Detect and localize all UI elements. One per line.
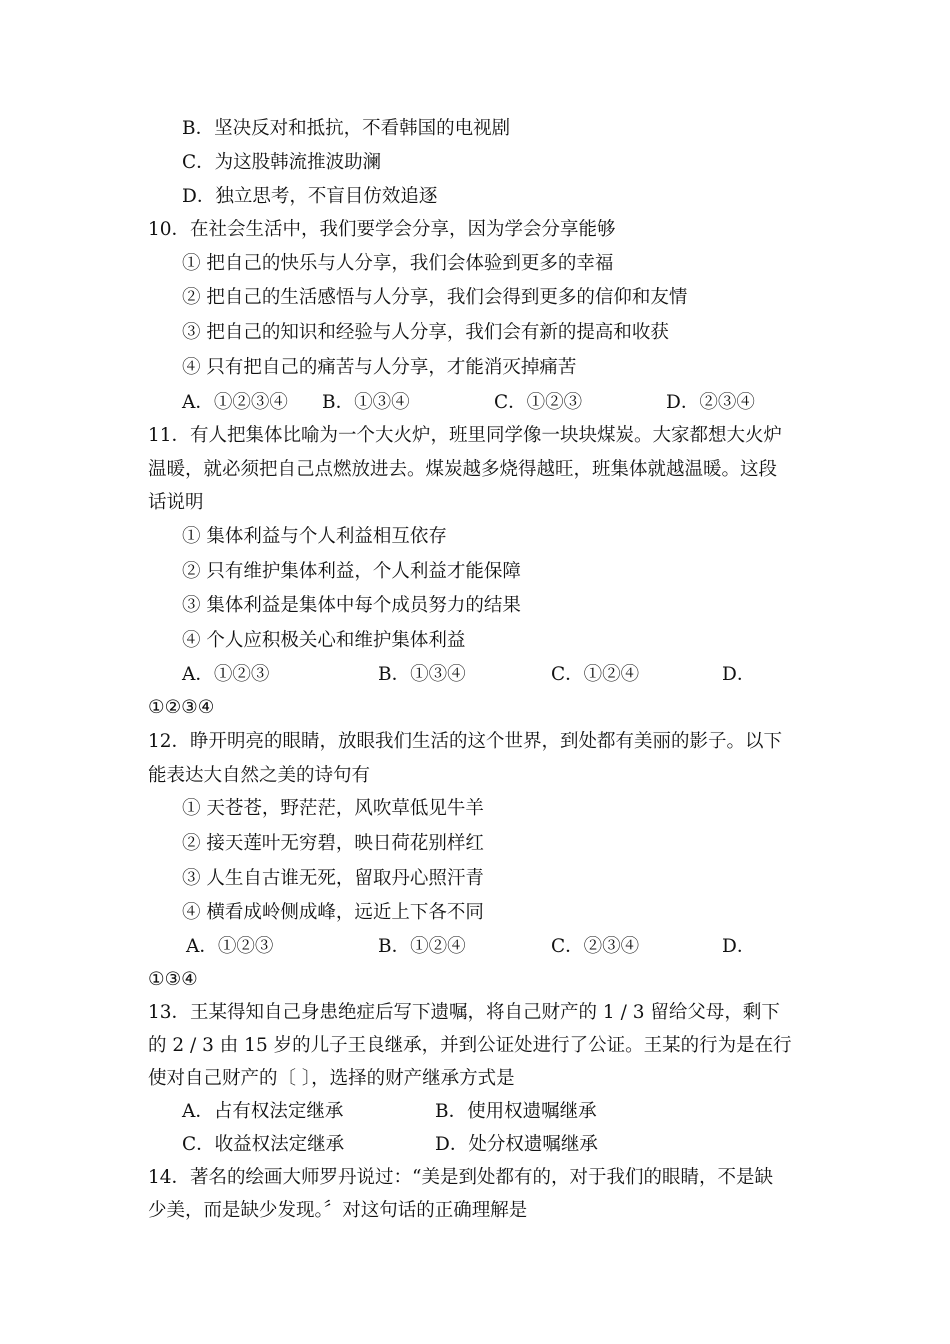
q14-stem-line-2: 少美，而是缺少发现。〞对这句话的正确理解是 <box>148 1200 528 1221</box>
q13-stem-line-1: 13．王某得知自己身患绝症后写下遗嘱，将自己财产的 1 / 3 留给父母，剩下 <box>148 1002 780 1023</box>
q12-item-4: ④ 横看成岭侧成峰，远近上下各不同 <box>182 902 484 923</box>
q9-option-c: C．为这股韩流推波助澜 <box>182 152 382 173</box>
q11-option-b: B．①③④ <box>378 664 466 685</box>
q12-item-2: ② 接天莲叶无穷碧，映日荷花别样红 <box>182 833 484 854</box>
q10-item-3: ③ 把自己的知识和经验与人分享，我们会有新的提高和收获 <box>182 322 669 343</box>
q10-option-c: C．①②③ <box>494 392 583 413</box>
q9-option-b: B．坚决反对和抵抗，不看韩国的电视剧 <box>182 118 511 139</box>
q13-option-b: B．使用权遗嘱继承 <box>435 1101 597 1122</box>
q11-item-1: ① 集体利益与个人利益相互依存 <box>182 526 447 547</box>
q12-item-1: ① 天苍苍，野茫茫，风吹草低见牛羊 <box>182 798 484 819</box>
q12-option-c: C．②③④ <box>551 936 640 957</box>
q10-item-2: ② 把自己的生活感悟与人分享，我们会得到更多的信仰和友情 <box>182 287 688 308</box>
q12-stem-line-1: 12．睁开明亮的眼睛，放眼我们生活的这个世界，到处都有美丽的影子。以下 <box>148 731 783 752</box>
q13-option-c: C．收益权法定继承 <box>182 1134 345 1155</box>
q12-option-a: A．①②③ <box>186 936 274 957</box>
q14-stem-line-1: 14．著名的绘画大师罗丹说过：“美是到处都有的，对于我们的眼睛，不是缺 <box>148 1167 774 1188</box>
q10-option-a: A．①②③④ <box>182 392 288 413</box>
q10-option-d: D．②③④ <box>666 392 755 413</box>
q10-stem: 10．在社会生活中，我们要学会分享，因为学会分享能够 <box>148 219 616 240</box>
q10-item-4: ④ 只有把自己的痛苦与人分享，才能消灭掉痛苦 <box>182 357 577 378</box>
q13-option-a: A．占有权法定继承 <box>182 1101 344 1122</box>
q12-option-b: B．①②④ <box>378 936 466 957</box>
q9-option-d: D．独立思考，不盲目仿效追逐 <box>182 186 438 207</box>
q12-item-3: ③ 人生自古谁无死，留取丹心照汗青 <box>182 868 484 889</box>
q11-item-3: ③ 集体利益是集体中每个成员努力的结果 <box>182 595 521 616</box>
q11-stem-line-1: 11．有人把集体比喻为一个大火炉，班里同学像一块块煤炭。大家都想大火炉 <box>148 425 783 446</box>
q11-option-c: C．①②④ <box>551 664 640 685</box>
q11-stem-line-3: 话说明 <box>148 492 204 513</box>
q11-option-d-wrap: ①②③④ <box>148 697 215 718</box>
q12-option-d: D． <box>722 936 756 957</box>
q11-option-a: A．①②③ <box>182 664 270 685</box>
q11-stem-line-2: 温暖，就必须把自己点燃放进去。煤炭越多烧得越旺，班集体就越温暖。这段 <box>148 459 778 480</box>
q12-option-d-wrap: ①③④ <box>148 969 198 990</box>
q13-stem-line-2: 的 2 / 3 由 15 岁的儿子王良继承，并到公证处进行了公证。王某的行为是在行 <box>148 1035 792 1056</box>
q11-item-2: ② 只有维护集体利益，个人利益才能保障 <box>182 561 521 582</box>
q12-stem-line-2: 能表达大自然之美的诗句有 <box>148 765 371 786</box>
q13-stem-line-3: 使对自己财产的〔 〕，选择的财产继承方式是 <box>148 1068 515 1089</box>
q11-item-4: ④ 个人应积极关心和维护集体利益 <box>182 630 466 651</box>
q10-item-1: ① 把自己的快乐与人分享，我们会体验到更多的幸福 <box>182 253 614 274</box>
q13-option-d: D．处分权遗嘱继承 <box>435 1134 598 1155</box>
q10-option-b: B．①③④ <box>322 392 410 413</box>
q11-option-d: D． <box>722 664 756 685</box>
